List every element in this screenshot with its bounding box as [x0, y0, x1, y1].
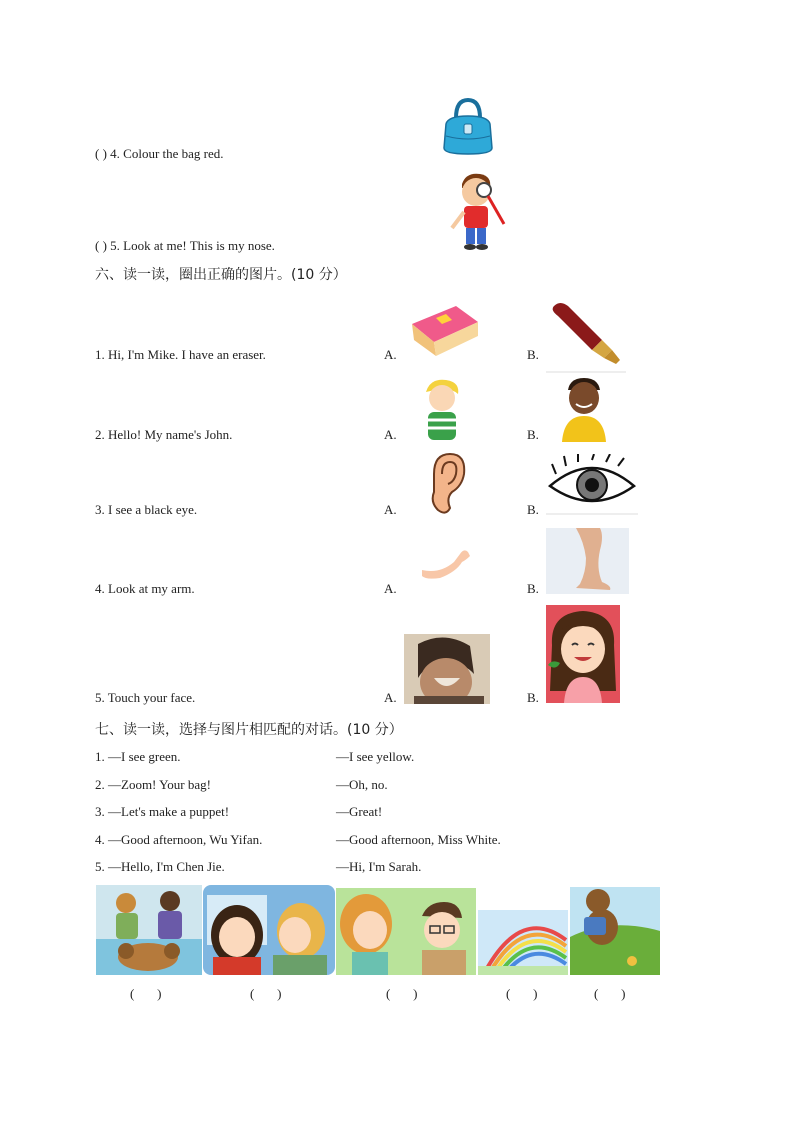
answer-blank-5[interactable]: ( ) [594, 986, 626, 1001]
eraser-icon[interactable] [406, 300, 482, 358]
s6-q5-option-a[interactable]: A. [384, 690, 397, 705]
s6-q1-option-a[interactable]: A. [384, 347, 397, 362]
dialogue-2-right: —Oh, no. [336, 777, 388, 792]
blonde-boy-icon[interactable] [420, 378, 466, 442]
section-6-heading: 六、读一读，圈出正确的图片。(10 分） [95, 267, 347, 283]
s6-q1-text: 1. Hi, I'm Mike. I have an eraser. [95, 347, 266, 362]
s6-q2-option-a[interactable]: A. [384, 427, 397, 442]
s6-q4-text: 4. Look at my arm. [95, 581, 195, 596]
s6-q5-option-b[interactable]: B. [527, 690, 539, 705]
kids-making-puppet-icon [96, 885, 202, 975]
dialogue-1-right: —I see yellow. [336, 749, 415, 764]
dark-skinned-boy-icon[interactable] [558, 376, 610, 442]
teacher-and-boy-icon [336, 888, 476, 975]
dialogue-1-left: 1. —I see green. [95, 749, 181, 764]
s6-q3-option-a[interactable]: A. [384, 502, 397, 517]
s6-q3-option-b[interactable]: B. [527, 502, 539, 517]
answer-blank-3[interactable]: ( ) [386, 986, 418, 1001]
s6-q2-option-b[interactable]: B. [527, 427, 539, 442]
bear-with-bag-icon [570, 887, 660, 975]
two-girls-icon [203, 885, 335, 975]
smiling-girl-icon[interactable] [546, 605, 620, 703]
fountain-pen-icon[interactable] [546, 298, 626, 374]
leg-icon[interactable] [546, 528, 629, 594]
dialogue-2-left: 2. —Zoom! Your bag! [95, 777, 211, 792]
answer-blank-2[interactable]: ( ) [250, 986, 282, 1001]
man-face-photo-icon[interactable] [404, 634, 490, 704]
s6-q1-option-b[interactable]: B. [527, 347, 539, 362]
dialogue-3-right: —Great! [336, 804, 383, 819]
boy-with-magnifier-icon [446, 170, 510, 252]
dialogue-4-right: —Good afternoon, Miss White. [336, 832, 501, 847]
dialogue-3-left: 3. —Let's make a puppet! [95, 804, 230, 819]
rainbow-icon [478, 910, 568, 975]
ear-icon[interactable] [424, 452, 468, 516]
s6-q4-option-a[interactable]: A. [384, 581, 397, 596]
dialogue-5-right: —Hi, I'm Sarah. [336, 859, 422, 874]
question-4-text: ( ) 4. Colour the bag red. [95, 146, 224, 161]
eye-icon[interactable] [546, 454, 638, 516]
dialogue-4-left: 4. —Good afternoon, Wu Yifan. [95, 832, 263, 847]
answer-blank-4[interactable]: ( ) [506, 986, 538, 1001]
handbag-icon [440, 96, 496, 156]
s6-q3-text: 3. I see a black eye. [95, 502, 198, 517]
s6-q4-option-b[interactable]: B. [527, 581, 539, 596]
s6-q5-text: 5. Touch your face. [95, 690, 196, 705]
question-5-text: ( ) 5. Look at me! This is my nose. [95, 238, 275, 253]
answer-blank-1[interactable]: ( ) [130, 986, 162, 1001]
s6-q2-text: 2. Hello! My name's John. [95, 427, 233, 442]
arm-icon[interactable] [420, 544, 472, 580]
section-7-heading: 七、读一读，选择与图片相匹配的对话。(10 分） [95, 722, 403, 738]
dialogue-5-left: 5. —Hello, I'm Chen Jie. [95, 859, 225, 874]
